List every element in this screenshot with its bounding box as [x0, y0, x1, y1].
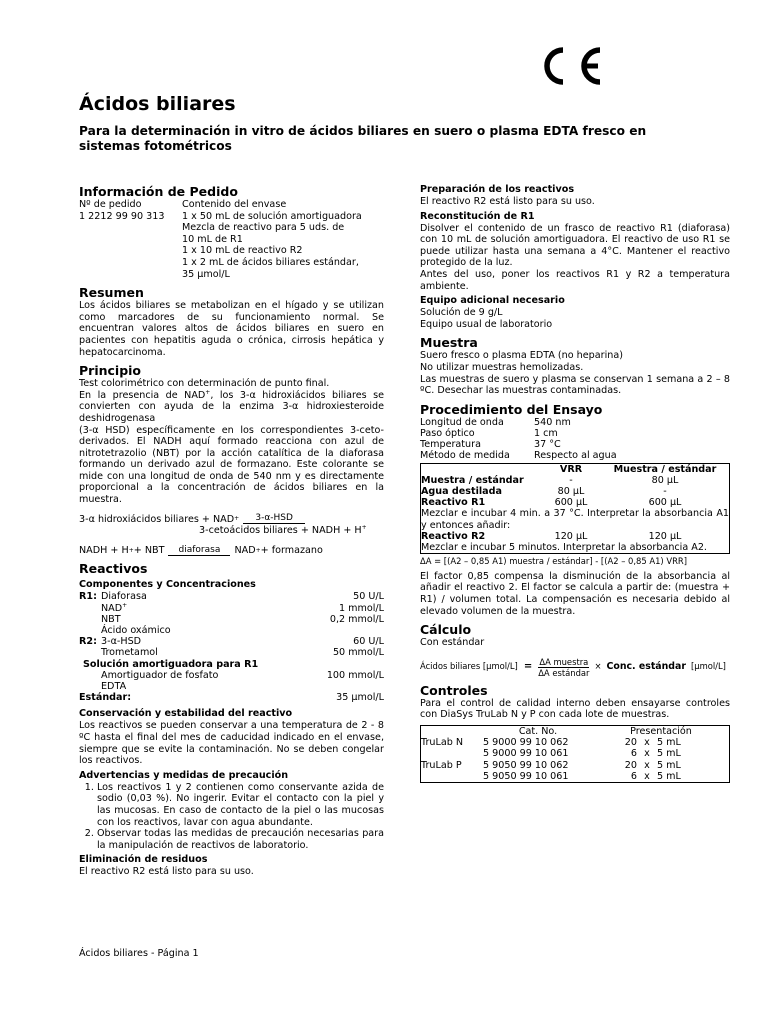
procedimiento-params: Longitud de onda 540 nm Paso óptico 1 cm Temperatura 37 °C Método de medida Respecto al agua: [420, 416, 617, 462]
page-title: Ácidos biliares: [79, 93, 236, 115]
pedido-heading: Información de Pedido: [79, 184, 238, 199]
left-column: [79, 184, 384, 878]
reconstitucion-heading: Reconstitución de R1: [420, 210, 535, 222]
reaction-arrow-hsd: 3-α-HSD: [243, 514, 305, 524]
controles-heading: Controles: [420, 682, 488, 698]
eliminacion-heading: Eliminación de residuos: [79, 854, 208, 866]
pedido-codes: [79, 199, 182, 280]
table-row: 5 9000 99 10 061 6 x 5 mL: [483, 748, 681, 760]
procedimiento-heading: Procedimiento del Ensayo: [420, 401, 603, 417]
preparacion-text: El reactivo R2 está listo para su uso.: [420, 196, 595, 207]
factor-text: El factor 0,85 compensa la disminución de la absorbancia al añadir el reactivo 2. El factor se calcula a partir de: (muestra + R1) / volumen total. La compensación es necesaria debido al elevado volumen de la muestra.: [420, 570, 730, 617]
reconstitucion-text2: Antes del uso, poner los reactivos R1 y R2 a temperatura ambiente.: [420, 268, 730, 292]
equipo-line: Equipo usual de laboratorio: [420, 318, 553, 330]
principio-p2: En la presencia de NAD+, los 3-α hidroxiácidos biliares se convierten con ayuda de la enzima 3-α hidroxiesteroide deshidrogenasa: [79, 388, 385, 424]
page-subtitle: Para la determinación in vitro de ácidos biliares en suero o plasma EDTA fresco en sistemas fotométricos: [79, 124, 647, 153]
reconstitucion-text: Disolver el contenido de un frasco de reactivo R1 (diaforasa) con 10 mL de solución amortiguadora. El reactivo de uso R1 se puede utilizar hasta una semana a 4°C. Mantener el reactivo protegido de la luz.: [420, 222, 730, 269]
equation-2: NADH + H + + NBT diaforasa NAD + + formazano: [79, 544, 323, 556]
reactivos-table: R1: Diaforasa 50 U/L NAD+ 1 mmol/L NBT 0,2 mmol/L Ácido oxámico R2: 3-α-HSD 60 U/L Trometamol 50 mmol/L Solución amortiguadora para R1 Amortiguador de fosfato 100 mmol/L EDTA Estándar: 35 µmol/L: [79, 591, 384, 704]
table-row: Muestra / estándar - 80 µL: [421, 474, 679, 486]
principio-heading: Principio: [79, 363, 142, 379]
muestra-text: Las muestras de suero y plasma se conservan 1 semana a 2 – 8 ºC. Desechar las muestras contaminadas.: [420, 373, 730, 397]
list-item: 2. Observar todas las medidas de precaución necesarias para la manipulación de reactivos de laboratorio.: [97, 828, 384, 851]
pedido-line: 35 µmol/L: [182, 268, 230, 280]
table-row: Reactivo R1 600 µL 600 µL: [421, 497, 682, 509]
reaction-arrow-diaforasa: diaforasa: [168, 546, 230, 556]
controles-table: Cat. No. Presentación TruLab N 5 9000 99 10 062 20 x 5 mL 5 9000 99 10 061 6 x 5 mL TruLab P 5 9050 99 10 062 20 x 5 mL 5 9050 99 10 061 6 x 5 mL: [420, 725, 730, 783]
pedido-col-head-contents: Contenido del envase: [182, 199, 287, 210]
pedido-col-head-code: Nº de pedido: [79, 199, 142, 210]
equipo-line: Solución de 9 g/L: [420, 307, 503, 319]
reactivos-sub: Componentes y Concentraciones: [79, 579, 256, 591]
eliminacion-text: El reactivo R2 está listo para su uso.: [79, 866, 254, 878]
pedido-code: 1 2212 99 90 313: [79, 210, 165, 222]
resumen-text: Los ácidos biliares se metabolizan en el hígado y se utilizan como marcadores de su funcionamiento normal. Se encuentran valores altos de ácidos biliares en suero en pacientes con hepatitis aguda o crónica, cirrosis hepática y hepatocarcinoma.: [79, 300, 384, 358]
muestra-line: No utilizar muestras hemolizadas.: [420, 361, 584, 373]
resumen-heading: Resumen: [79, 285, 144, 301]
pipetting-table: VRR Muestra / estándar Muestra / estándar - 80 µL Agua destilada 80 µL - Reactivo R1 600 µL 600 µL Mezclar e incubar 4 min. a 37 °C. Interpretar la absorbancia A1 y entonces añadir: Reactivo R2 120 µL 120 µL Mezclar e incubar 5 minutos. Interpretar la absorbancia A2.: [421, 463, 729, 553]
pedido-line: 10 mL de R1: [182, 233, 243, 245]
pedido-line: 1 x 2 mL de ácidos biliares estándar,: [182, 256, 359, 268]
controles-text: Para el control de calidad interno deben ensayarse controles con DiaSys TruLab N y P con cada lote de muestras.: [420, 697, 730, 721]
muestra-line: Suero fresco o plasma EDTA (no heparina): [420, 350, 623, 362]
page-footer: Ácidos biliares - Página 1: [79, 948, 199, 959]
advertencias-heading: Advertencias y medidas de precaución: [79, 769, 289, 781]
preparacion-heading: Preparación de los reactivos: [420, 184, 575, 195]
advertencias-list: [79, 782, 384, 852]
conservacion-heading: Conservación y estabilidad del reactivo: [79, 708, 293, 720]
principio-line1: Test colorimétrico con determinación de punto final.: [79, 378, 330, 390]
table-row: TruLab P 5 9050 99 10 062 20 x 5 mL: [421, 759, 681, 771]
pedido-contents: [182, 199, 362, 280]
muestra-heading: Muestra: [420, 335, 478, 351]
ce-mark-icon: [544, 46, 606, 86]
right-column: [420, 184, 730, 783]
table-row: 5 9050 99 10 061 6 x 5 mL: [483, 770, 681, 782]
reactivos-heading: Reactivos: [79, 561, 148, 577]
pedido-table: [79, 199, 384, 280]
calculo-sub: Con estándar: [420, 637, 485, 649]
delta-formula: ΔA = [(A2 – 0,85 A1) muestra / estándar] - [(A2 – 0,85 A1) VRR]: [420, 556, 687, 567]
calculo-heading: Cálculo: [420, 622, 472, 638]
calculo-fraction: $\frac{\text{ΔA muestra}}{\text{ΔA estándar}}$: [538, 656, 590, 678]
principio-p3: (3-α HSD) específicamente en los correspondientes 3-ceto-derivados. El NADH aquí formado reacciona con azul de nitrotetrazolio (NBT) por la acción catalítica de la diaforasa formando un derivado azul de formazano. Este colorante se mide con una longitud de onda de 540 nm y es directamente proporcional a la concentración de ácidos biliares en la muestra.: [79, 424, 384, 506]
calculo-formula: Ácidos biliares [µmol/L] = $\frac{\text{ΔA muestra}}{\text{ΔA estándar}}$ × Conc. estándar [µmol/L]: [420, 656, 726, 678]
equipo-heading: Equipo adicional necesario: [420, 295, 565, 307]
conservacion-text: Los reactivos se pueden conservar a una temperatura de 2 - 8 ºC hasta el final del mes de caducidad indicado en el envase, siempre que se evite la contaminación. No se deben congelar los reactivos.: [79, 720, 384, 767]
equation-1: 3-α hidroxiácidos biliares + NAD + 3-α-HSD 3-cetoácidos biliares + NADH + H+: [79, 513, 367, 537]
table-row: Reactivo R2 120 µL 120 µL: [421, 530, 682, 542]
pedido-line: Mezcla de reactivo para 5 uds. de: [182, 222, 345, 234]
table-row: TruLab N 5 9000 99 10 062 20 x 5 mL: [421, 737, 681, 749]
table-row: Agua destilada 80 µL -: [421, 485, 667, 497]
pedido-line: 1 x 50 mL de solución amortiguadora: [182, 210, 362, 222]
pedido-line: 1 x 10 mL de reactivo R2: [182, 245, 303, 257]
list-item: 1. Los reactivos 1 y 2 contienen como conservante azida de sodio (0,03 %). No ingerir. Evitar el contacto con la piel y las mucosas. En caso de contacto de la piel o las mucosas con los reactivos, lavar con agua abundante.: [97, 782, 384, 828]
